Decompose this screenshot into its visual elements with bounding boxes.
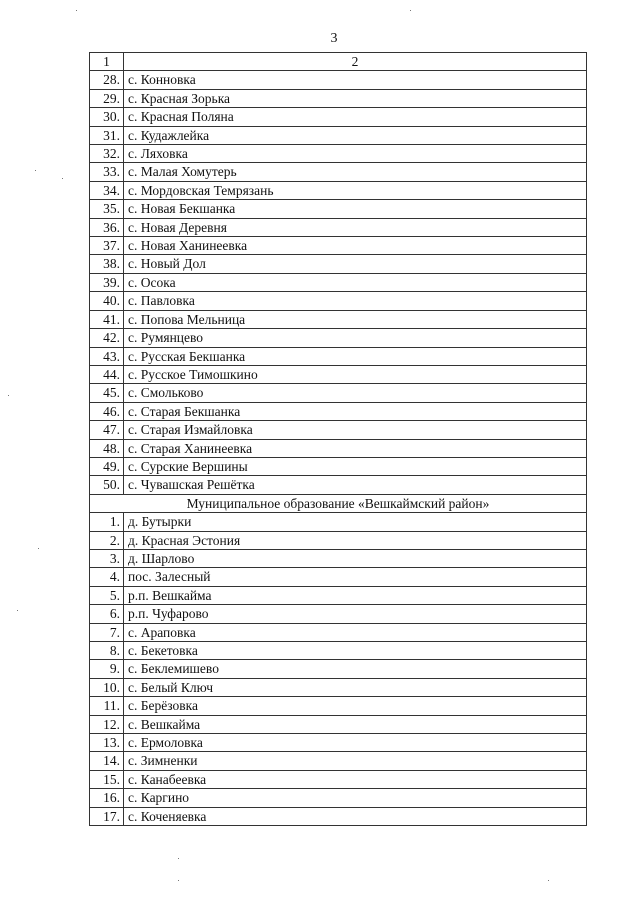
page-number: 3 bbox=[330, 31, 338, 46]
row-number: 41. bbox=[90, 310, 124, 328]
settlement-name: с. Чувашская Решётка bbox=[124, 476, 587, 494]
row-number: 43. bbox=[90, 347, 124, 365]
settlement-name: с. Красная Зорька bbox=[124, 89, 587, 107]
row-number: 10. bbox=[90, 678, 124, 696]
table-row bbox=[90, 660, 587, 678]
section-row bbox=[90, 494, 587, 512]
settlement-name: с. Старая Бекшанка bbox=[124, 402, 587, 420]
settlement-name: с. Берёзовка bbox=[124, 697, 587, 715]
row-number: 28. bbox=[90, 71, 124, 89]
table-row bbox=[90, 200, 587, 218]
table-row bbox=[90, 402, 587, 420]
scan-speck bbox=[76, 10, 77, 11]
table-row bbox=[90, 108, 587, 126]
settlement-name: с. Канабеевка bbox=[124, 770, 587, 788]
settlement-name: с. Коченяевка bbox=[124, 807, 587, 825]
settlement-name: с. Вешкайма bbox=[124, 715, 587, 733]
scan-speck bbox=[35, 170, 36, 171]
settlement-name: с. Осока bbox=[124, 273, 587, 291]
settlement-name: с. Белый Ключ bbox=[124, 678, 587, 696]
header-col1: 1 bbox=[90, 53, 124, 71]
table-row bbox=[90, 292, 587, 310]
table-row bbox=[90, 642, 587, 660]
table-row bbox=[90, 697, 587, 715]
table-row bbox=[90, 586, 587, 604]
settlement-name: с. Румянцево bbox=[124, 329, 587, 347]
settlement-name: с. Русское Тимошкино bbox=[124, 365, 587, 383]
table-row bbox=[90, 237, 587, 255]
settlement-name: с. Каргино bbox=[124, 789, 587, 807]
row-number: 36. bbox=[90, 218, 124, 236]
table-row bbox=[90, 273, 587, 291]
table-row bbox=[90, 807, 587, 825]
settlement-name: с. Ляховка bbox=[124, 145, 587, 163]
table-row bbox=[90, 568, 587, 586]
table-row bbox=[90, 476, 587, 494]
scan-speck bbox=[38, 548, 39, 549]
settlement-name: с. Смольково bbox=[124, 384, 587, 402]
header-col2: 2 bbox=[124, 53, 587, 71]
settlement-name: с. Ермоловка bbox=[124, 734, 587, 752]
settlement-name: пос. Залесный bbox=[124, 568, 587, 586]
row-number: 7. bbox=[90, 623, 124, 641]
settlement-name: р.п. Вешкайма bbox=[124, 586, 587, 604]
row-number: 37. bbox=[90, 237, 124, 255]
settlement-name: с. Бекетовка bbox=[124, 642, 587, 660]
row-number: 39. bbox=[90, 273, 124, 291]
row-number: 6. bbox=[90, 605, 124, 623]
settlement-name: с. Русская Бекшанка bbox=[124, 347, 587, 365]
table-row bbox=[90, 623, 587, 641]
table-row bbox=[90, 513, 587, 531]
row-number: 14. bbox=[90, 752, 124, 770]
row-number: 12. bbox=[90, 715, 124, 733]
settlement-name: д. Шарлово bbox=[124, 549, 587, 567]
row-number: 47. bbox=[90, 421, 124, 439]
settlement-name: с. Новая Ханинеевка bbox=[124, 237, 587, 255]
table-row bbox=[90, 734, 587, 752]
section-title: Муниципальное образование «Вешкаймский район» bbox=[90, 494, 587, 512]
table-row bbox=[90, 770, 587, 788]
row-number: 34. bbox=[90, 181, 124, 199]
row-number: 15. bbox=[90, 770, 124, 788]
settlement-name: с. Старая Ханинеевка bbox=[124, 439, 587, 457]
settlement-name: с. Новая Деревня bbox=[124, 218, 587, 236]
settlement-name: д. Бутырки bbox=[124, 513, 587, 531]
row-number: 4. bbox=[90, 568, 124, 586]
settlement-name: с. Кудажлейка bbox=[124, 126, 587, 144]
row-number: 30. bbox=[90, 108, 124, 126]
row-number: 8. bbox=[90, 642, 124, 660]
table-row bbox=[90, 789, 587, 807]
table-row bbox=[90, 145, 587, 163]
settlement-name: с. Араповка bbox=[124, 623, 587, 641]
row-number: 49. bbox=[90, 457, 124, 475]
table-row bbox=[90, 752, 587, 770]
settlement-name: с. Зимненки bbox=[124, 752, 587, 770]
settlement-name: с. Павловка bbox=[124, 292, 587, 310]
table-row bbox=[90, 71, 587, 89]
settlement-name: с. Малая Хомутерь bbox=[124, 163, 587, 181]
settlement-name: р.п. Чуфарово bbox=[124, 605, 587, 623]
settlement-name: с. Красная Поляна bbox=[124, 108, 587, 126]
settlements-table bbox=[89, 52, 587, 826]
row-number: 44. bbox=[90, 365, 124, 383]
row-number: 3. bbox=[90, 549, 124, 567]
row-number: 5. bbox=[90, 586, 124, 604]
row-number: 35. bbox=[90, 200, 124, 218]
table-row bbox=[90, 678, 587, 696]
settlement-name: с. Старая Измайловка bbox=[124, 421, 587, 439]
settlement-name: с. Новая Бекшанка bbox=[124, 200, 587, 218]
row-number: 33. bbox=[90, 163, 124, 181]
table-row bbox=[90, 310, 587, 328]
header-row bbox=[90, 53, 587, 71]
settlements-table-body bbox=[90, 53, 587, 826]
table-row bbox=[90, 329, 587, 347]
table-row bbox=[90, 421, 587, 439]
row-number: 2. bbox=[90, 531, 124, 549]
scan-speck bbox=[62, 178, 63, 179]
scan-speck bbox=[548, 880, 549, 881]
table-row bbox=[90, 365, 587, 383]
row-number: 16. bbox=[90, 789, 124, 807]
table-row bbox=[90, 347, 587, 365]
row-number: 1. bbox=[90, 513, 124, 531]
row-number: 13. bbox=[90, 734, 124, 752]
table-row bbox=[90, 255, 587, 273]
scan-speck bbox=[410, 10, 411, 11]
settlement-name: с. Новый Дол bbox=[124, 255, 587, 273]
row-number: 50. bbox=[90, 476, 124, 494]
row-number: 9. bbox=[90, 660, 124, 678]
row-number: 29. bbox=[90, 89, 124, 107]
table-row bbox=[90, 384, 587, 402]
table-row bbox=[90, 181, 587, 199]
table-row bbox=[90, 218, 587, 236]
scan-speck bbox=[17, 610, 18, 611]
table-row bbox=[90, 89, 587, 107]
settlement-name: с. Попова Мельница bbox=[124, 310, 587, 328]
table-row bbox=[90, 715, 587, 733]
row-number: 46. bbox=[90, 402, 124, 420]
row-number: 11. bbox=[90, 697, 124, 715]
table-row bbox=[90, 163, 587, 181]
settlement-name: с. Конновка bbox=[124, 71, 587, 89]
row-number: 32. bbox=[90, 145, 124, 163]
settlement-name: с. Беклемишево bbox=[124, 660, 587, 678]
settlement-name: д. Красная Эстония bbox=[124, 531, 587, 549]
row-number: 45. bbox=[90, 384, 124, 402]
table-row bbox=[90, 439, 587, 457]
settlement-name: с. Сурские Вершины bbox=[124, 457, 587, 475]
table-row bbox=[90, 605, 587, 623]
row-number: 40. bbox=[90, 292, 124, 310]
row-number: 48. bbox=[90, 439, 124, 457]
table-row bbox=[90, 126, 587, 144]
table-row bbox=[90, 549, 587, 567]
scan-speck bbox=[178, 858, 179, 859]
table-row bbox=[90, 531, 587, 549]
row-number: 17. bbox=[90, 807, 124, 825]
scan-speck bbox=[8, 395, 9, 396]
row-number: 31. bbox=[90, 126, 124, 144]
row-number: 38. bbox=[90, 255, 124, 273]
settlement-name: с. Мордовская Темрязань bbox=[124, 181, 587, 199]
row-number: 42. bbox=[90, 329, 124, 347]
table-row bbox=[90, 457, 587, 475]
scan-speck bbox=[178, 880, 179, 881]
